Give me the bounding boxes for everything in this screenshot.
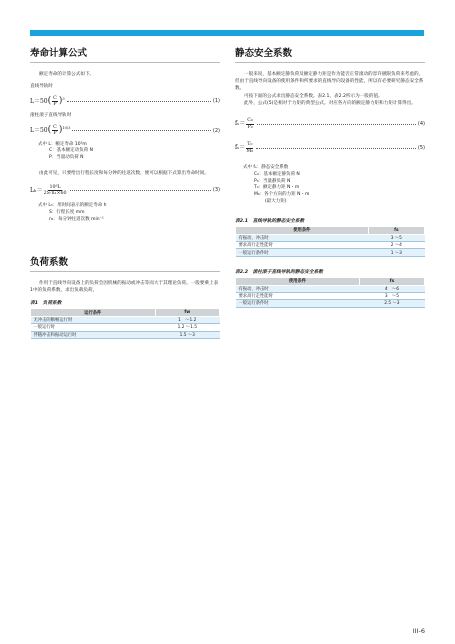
table-cell: 2.5 ～3: [359, 300, 424, 307]
table-2-1-caption: 表2.1 直线导轨的静态安全系数: [235, 218, 305, 224]
variable-item: C：基本额定动负荷 N: [49, 148, 93, 154]
section-title-load-factor: 负荷系数: [30, 254, 220, 272]
table-row: [236, 300, 425, 307]
table-cell: 1.5 ～3: [155, 331, 219, 338]
table-header: 使用条件: [236, 226, 369, 234]
table-cell: 伴随冲击和振动运行时: [31, 331, 156, 338]
formula-2-lhs: L＝50: [30, 127, 48, 135]
table-static-roller: [235, 277, 425, 308]
table-cell: 无冲击的顺畅运行时: [31, 317, 156, 324]
variable-item: 式中 L：额定寿命 10⁵m: [38, 141, 87, 147]
variable-item: P：当量动负荷 N: [49, 155, 84, 161]
header-accent-bar: [30, 30, 424, 36]
formula-2: L＝50( $\frac{C}{P}$ )$^{10/3}$ (2): [30, 124, 220, 137]
variable-item: n₁：每分钟往返次数 min⁻¹: [49, 216, 104, 222]
table-header: 运行条件: [31, 309, 156, 317]
table-cell: 3 ～5: [368, 234, 424, 241]
formula-3-lhs: Lₕ＝: [30, 186, 43, 194]
paragraph-life-time: 由此可见，只要给出行程长度和每分钟的往返次数，便可以根据下式算出寿命时间。: [39, 171, 209, 176]
formula-2-den: P: [53, 131, 57, 137]
right-column: [235, 45, 425, 308]
table-row: [236, 285, 425, 292]
page-number: III-6: [412, 627, 425, 635]
formula-1: L＝50( $\frac{C}{P}$ )$^3$ (1): [30, 95, 220, 107]
table-header: fs: [359, 277, 424, 285]
formula-5-lhs: fₛ＝: [235, 144, 246, 152]
section-title-static-safety: 静态安全系数: [235, 45, 425, 63]
paragraph-static-3: 此外，公式(5)是相对于力矩的典型公式。对应各方向的额定静力矩和力矩计算得出。: [244, 100, 416, 106]
table-1-caption: 表1 负荷系数: [30, 301, 62, 306]
table-row: [31, 324, 220, 331]
table-cell: 4 ～6: [359, 285, 424, 292]
formula-5-num: T₀: [247, 142, 253, 148]
table-header: fs: [368, 226, 424, 234]
table-load-factor: [30, 308, 220, 339]
formula-1-exp: 3: [62, 96, 65, 101]
intro-text: 额定寿命的计算公式如下。: [39, 72, 95, 77]
variable-item: S：行程长度 mm: [49, 210, 85, 215]
variables-list-3: [243, 165, 425, 206]
variable-item: C₀：基本额定静负荷 N: [254, 171, 300, 177]
formula-4-number: (4): [417, 121, 425, 128]
formula-4-den: P₀: [247, 124, 253, 130]
formula-2-number: (2): [212, 127, 220, 134]
variable-item: M₀：各个方向的力矩 N・m: [254, 192, 310, 198]
variable-item: P₀：当量静负荷 N: [254, 178, 291, 184]
formula-1-den: P: [53, 101, 57, 107]
table-cell: 2 ～4: [368, 242, 424, 249]
formula-4-lhs: fₛ＝: [235, 120, 246, 128]
roller-guide-label: 滚柱滚子直线导轨时: [30, 113, 72, 119]
formula-2-exp: 10/3: [62, 126, 71, 131]
section-title-life: 寿命计算公式: [30, 45, 220, 63]
table-cell: 要求高行走性能时: [236, 242, 369, 249]
table-row: [236, 249, 425, 256]
formula-1-number: (1): [212, 98, 220, 105]
formula-4: [235, 115, 425, 133]
formula-2-num: C: [53, 124, 57, 130]
variable-item: T₀：额定静力矩 N・m: [254, 185, 300, 191]
variable-item: 式中 fₛ：静态安全系数: [243, 165, 289, 171]
variable-item: 式中 Lₕ：用时间表示的额定寿命 h: [38, 203, 107, 209]
table-2-2-caption: 表2.2 滚柱滚子直线导轨的静态安全系数: [235, 269, 323, 275]
linear-guide-label: 直线导轨时: [30, 84, 53, 90]
paragraph-static-2: 可按下面的公式求出静态安全系数。表2.1、表2.2所示为一般的值。: [244, 93, 383, 99]
table-cell: 有振动、冲击时: [236, 285, 360, 292]
table-cell: 1 ～1.2: [155, 317, 219, 324]
formula-1-num: C: [53, 95, 57, 101]
table-cell: 1 ～3: [368, 249, 424, 256]
table-cell: 一般运行条件时: [236, 300, 360, 307]
table-header: fw: [155, 309, 219, 317]
table-cell: 一般运行时: [31, 324, 156, 331]
table-row: [31, 317, 220, 324]
table-cell: 有振动、冲击时: [236, 234, 369, 241]
formula-4-num: C₀: [247, 118, 253, 124]
table-cell: 一般运行条件时: [236, 249, 369, 256]
variable-item: (最大力矩): [265, 199, 287, 204]
table-cell: 3 ～5: [359, 292, 424, 299]
table-row: [31, 331, 220, 338]
paragraph-load-factor: 作用于直线导向设备上的负荷会因机械的振动或冲击等而大于其理论负荷。一般要乘上表1中的负荷系数，求出负载负荷。: [30, 280, 219, 293]
table-row: [236, 234, 425, 241]
formula-5: [235, 139, 425, 157]
table-row: [236, 292, 425, 299]
formula-5-number: (5): [417, 145, 425, 152]
variables-list-2: [38, 203, 220, 223]
left-column: [30, 45, 220, 339]
formula-3: [30, 181, 220, 199]
table-header: 使用条件: [236, 277, 360, 285]
table-cell: 1.2 ～1.5: [155, 324, 219, 331]
formula-5-den: M₀: [246, 148, 254, 154]
table-row: [236, 242, 425, 249]
table-cell: 要求高行走性能时: [236, 292, 360, 299]
formula-3-num: 10⁶L: [49, 184, 61, 190]
paragraph-static-1: 一般来说，基本额定静负荷及额定静力矩是作为能否正常滚动的容许极限负荷来考虑的。但由于直线导向设备的使用条件和所要求的直线导向设备的性能，所以有必要研究静态安全系数。: [235, 72, 424, 92]
formula-3-den: 2S·n₁×60: [43, 190, 67, 196]
formula-3-number: (3): [212, 187, 220, 194]
table-static-linear: [235, 226, 425, 257]
formula-1-lhs: L＝50: [30, 97, 48, 105]
variables-list-1: [38, 142, 220, 162]
